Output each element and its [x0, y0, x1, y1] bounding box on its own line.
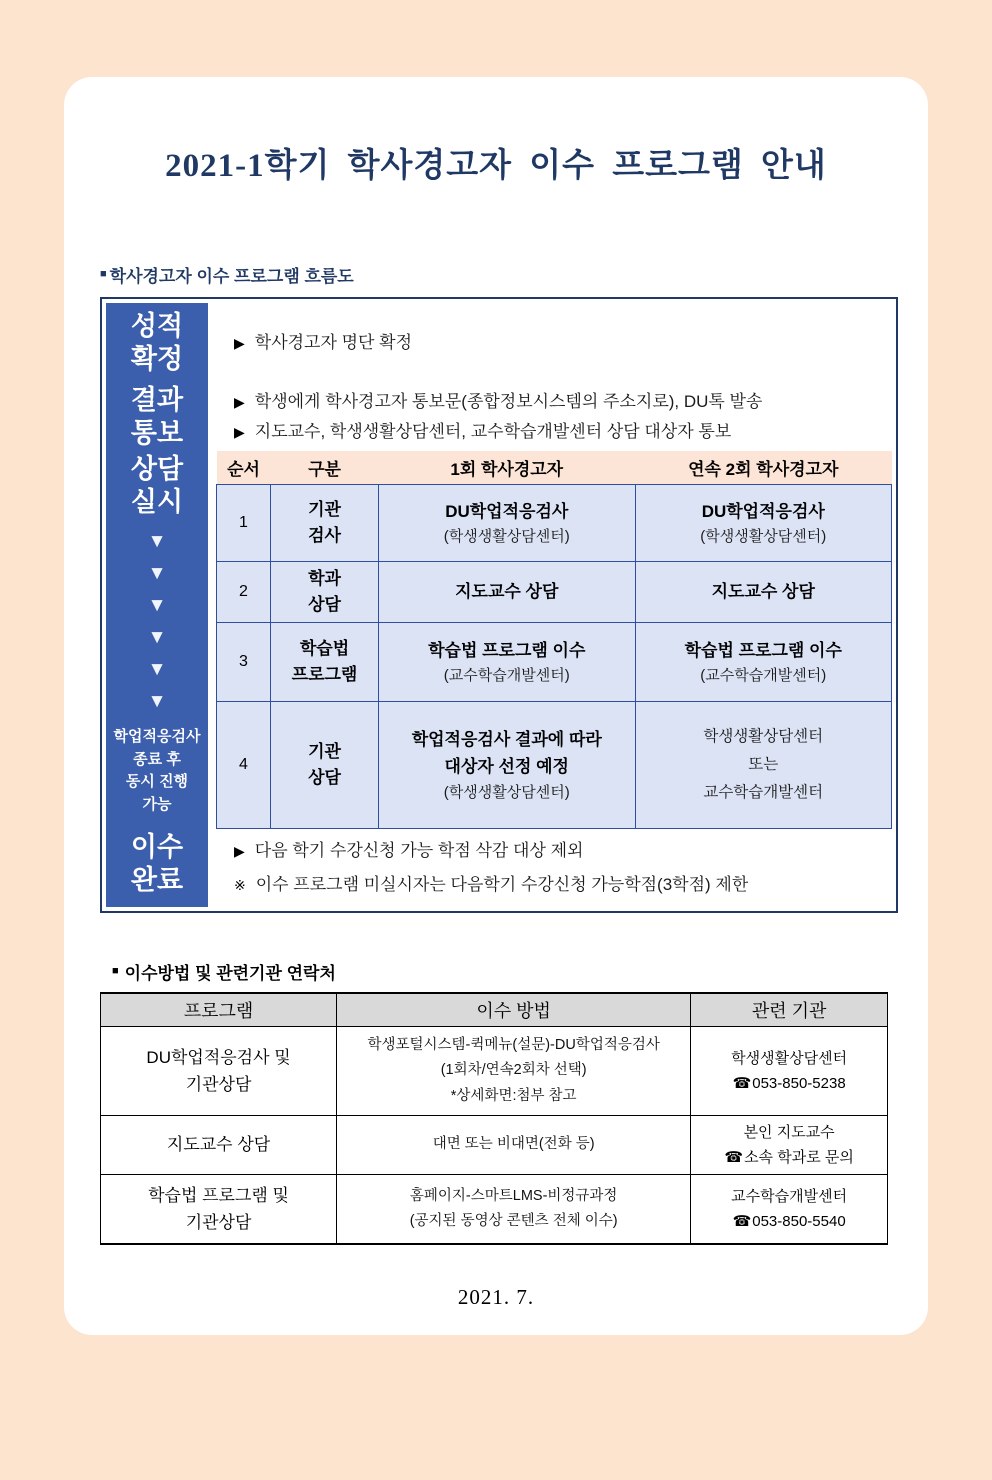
grade-confirm-row [216, 303, 892, 383]
cell-line: 학습법 프로그램 이수 [684, 640, 842, 660]
col-header-category: 구분 [271, 451, 379, 485]
bullet-item-text: 이수 프로그램 미실시자는 다음학기 수강신청 가능학점(3학점) 제한 [255, 875, 749, 894]
square-bullet-icon: ■ [100, 268, 107, 280]
stage-label: 통보 [130, 418, 184, 448]
stage-label: 상담 [130, 454, 184, 485]
sidebar-note-line: 종료 후 [133, 750, 181, 768]
down-arrow-icon: ▼ [147, 562, 167, 584]
cell-second-warning [635, 562, 892, 623]
bullet-item-text: 다음 학기 수강신청 가능 학점 삭감 대상 제외 [254, 841, 584, 861]
bullet-item-text: 학사경고자 명단 확정 [254, 333, 413, 353]
table-row [101, 1116, 888, 1175]
down-arrow-icon: ▼ [147, 626, 167, 648]
cell-line: DU학업적응검사 [445, 501, 569, 521]
bullet-item [234, 870, 892, 900]
cell-order: 4 [217, 702, 271, 829]
col-header-order: 순서 [217, 451, 271, 485]
col-header-first-warning: 1회 학사경고자 [379, 451, 636, 485]
cell-category [271, 485, 379, 562]
cell-first-warning [379, 485, 636, 562]
cell-line: DU학업적응검사 및 [146, 1047, 291, 1067]
cell-line: 대면 또는 비대면(전화 등) [432, 1136, 595, 1153]
cell-line: 학업적응검사 결과에 따라 [411, 730, 602, 750]
triangle-bullet-icon: ▶ [234, 843, 245, 860]
cell-line: 검사 [308, 526, 341, 545]
cell-organization [691, 1116, 888, 1175]
table-row [217, 702, 892, 829]
stage-label: 확정 [130, 344, 184, 374]
col-header-program: 프로그램 [101, 993, 337, 1027]
col-header-method: 이수 방법 [337, 993, 691, 1027]
flow-arrows [106, 521, 208, 721]
contact-table-header-row [101, 993, 888, 1027]
organization-name: 학생생활상담센터 [731, 1049, 848, 1067]
cell-first-warning [379, 562, 636, 623]
cell-line: 홈페이지-스마트LMS-비정규과정 [409, 1187, 618, 1204]
completion-row [216, 829, 892, 907]
triangle-bullet-icon: ▶ [234, 424, 245, 440]
result-notify-row [216, 383, 892, 451]
square-bullet-icon: ■ [112, 965, 119, 977]
bullet-item [234, 417, 892, 447]
sidebar-note-line: 가능 [142, 795, 172, 813]
stage-grade-confirm [106, 303, 208, 383]
table-row [217, 485, 892, 562]
organization-phone [695, 1071, 883, 1097]
cell-first-warning [379, 702, 636, 829]
down-arrow-icon: ▼ [147, 658, 167, 680]
contact-section-heading [112, 959, 928, 984]
document-date: 2021. 7. [457, 1285, 535, 1309]
cell-line: (학생생활상담센터) [443, 783, 570, 801]
cell-line: 학습법 프로그램 이수 [428, 640, 586, 660]
sidebar-note-line: 학업적응검사 [113, 728, 201, 745]
col-header-organization: 관련 기관 [691, 993, 888, 1027]
cell-organization [691, 1027, 888, 1116]
cell-line: 지도교수 상담 [455, 582, 559, 602]
stage-label: 실시 [130, 487, 184, 517]
phone-icon: ☎ [732, 1075, 752, 1092]
cell-second-warning [635, 485, 892, 562]
table-row [101, 1027, 888, 1116]
triangle-bullet-icon: ▶ [234, 394, 245, 411]
stage-label: 성적 [130, 311, 184, 342]
cell-line: DU학업적응검사 [701, 501, 825, 521]
page-title: 2021-1학기 학사경고자 이수 프로그램 안내 [165, 148, 827, 184]
cell-program [101, 1027, 337, 1116]
table-row [217, 623, 892, 702]
cell-line: 또는 [748, 756, 779, 774]
reference-mark-icon: ※ [234, 877, 246, 893]
organization-phone [695, 1145, 883, 1171]
sidebar-note-line: 동시 진행 [125, 773, 189, 790]
cell-line: 지도교수 상담 [166, 1135, 271, 1155]
counseling-table-header-row [217, 451, 892, 485]
cell-order: 2 [217, 562, 271, 623]
phone-icon: ☎ [724, 1149, 744, 1166]
stage-label: 완료 [130, 865, 184, 895]
cell-method [337, 1116, 691, 1175]
cell-line: 학습법 프로그램 및 [148, 1185, 289, 1205]
flow-section-heading-text: 학사경고자 이수 프로그램 흐름도 [109, 267, 354, 286]
flow-table [100, 297, 898, 913]
cell-line: 기관 [308, 741, 341, 761]
bullet-item-text: 지도교수, 학생생활상담센터, 교수학습개발센터 상담 대상자 통보 [254, 422, 732, 441]
cell-line: 학생생활상담센터 [703, 728, 824, 746]
cell-line: 프로그램 [291, 665, 358, 684]
organization-name: 본인 지도교수 [743, 1123, 835, 1141]
bullet-item [234, 328, 892, 358]
cell-method [337, 1175, 691, 1245]
phone-number: 053-850-5540 [752, 1213, 846, 1230]
cell-order: 1 [217, 485, 271, 562]
flow-content [216, 303, 892, 907]
cell-line: (교수학습개발센터) [700, 666, 827, 684]
cell-second-warning [635, 702, 892, 829]
stage-counseling [106, 451, 208, 521]
down-arrow-icon: ▼ [147, 594, 167, 616]
cell-line: 학생포털시스템-퀵메뉴(설문)-DU학업적응검사 [367, 1036, 660, 1053]
triangle-bullet-icon: ▶ [234, 335, 245, 352]
cell-method [337, 1027, 691, 1116]
counseling-table [216, 451, 892, 829]
down-arrow-icon: ▼ [147, 690, 167, 712]
cell-line: 학과 [308, 568, 341, 588]
document-card [64, 77, 928, 1335]
flow-section-heading [100, 262, 928, 287]
cell-category [271, 562, 379, 623]
sidebar-note [106, 721, 208, 821]
phone-icon: ☎ [732, 1213, 752, 1230]
phone-number: 소속 학과로 문의 [744, 1149, 854, 1166]
cell-line: (학생생활상담센터) [443, 527, 570, 545]
cell-line: (1회차/연속2회차 선택) [440, 1062, 587, 1079]
cell-line: *상세화면:첨부 참고 [450, 1087, 577, 1104]
contact-table [100, 992, 888, 1245]
cell-program [101, 1116, 337, 1175]
cell-line: (공지된 동영상 콘텐츠 전체 이수) [409, 1213, 618, 1229]
cell-program [101, 1175, 337, 1245]
cell-organization [691, 1175, 888, 1245]
bullet-item-text: 학생에게 학사경고자 통보문(종합정보시스템의 주소지로), DU톡 발송 [254, 392, 763, 412]
stage-label: 결과 [130, 385, 184, 416]
cell-line: 교수학습개발센터 [703, 783, 824, 801]
col-header-second-warning: 연속 2회 학사경고자 [635, 451, 892, 485]
cell-first-warning [379, 623, 636, 702]
bullet-item [234, 387, 892, 417]
table-row [101, 1175, 888, 1245]
cell-line: (학생생활상담센터) [700, 527, 827, 545]
stage-label: 이수 [130, 832, 184, 863]
organization-name: 교수학습개발센터 [731, 1187, 848, 1205]
phone-number: 053-850-5238 [752, 1075, 846, 1092]
cell-line: 대상자 선정 예정 [444, 757, 569, 777]
down-arrow-icon: ▼ [147, 530, 167, 552]
cell-line: 상담 [308, 768, 341, 787]
cell-line: 학습법 [299, 638, 350, 658]
stage-completion [106, 821, 208, 907]
flow-sidebar [106, 303, 208, 907]
cell-line: (교수학습개발센터) [443, 666, 570, 684]
contact-section-heading-text: 이수방법 및 관련기관 연락처 [124, 964, 336, 983]
cell-line: 기관상담 [185, 1075, 252, 1094]
cell-category [271, 702, 379, 829]
cell-category [271, 623, 379, 702]
cell-line: 기관상담 [185, 1213, 252, 1232]
bullet-item [234, 836, 892, 866]
cell-line: 지도교수 상담 [711, 582, 815, 602]
cell-line: 상담 [308, 595, 341, 614]
stage-result-notify [106, 383, 208, 451]
organization-phone [695, 1209, 883, 1235]
table-row [217, 562, 892, 623]
cell-order: 3 [217, 623, 271, 702]
cell-second-warning [635, 623, 892, 702]
cell-line: 기관 [308, 499, 341, 519]
